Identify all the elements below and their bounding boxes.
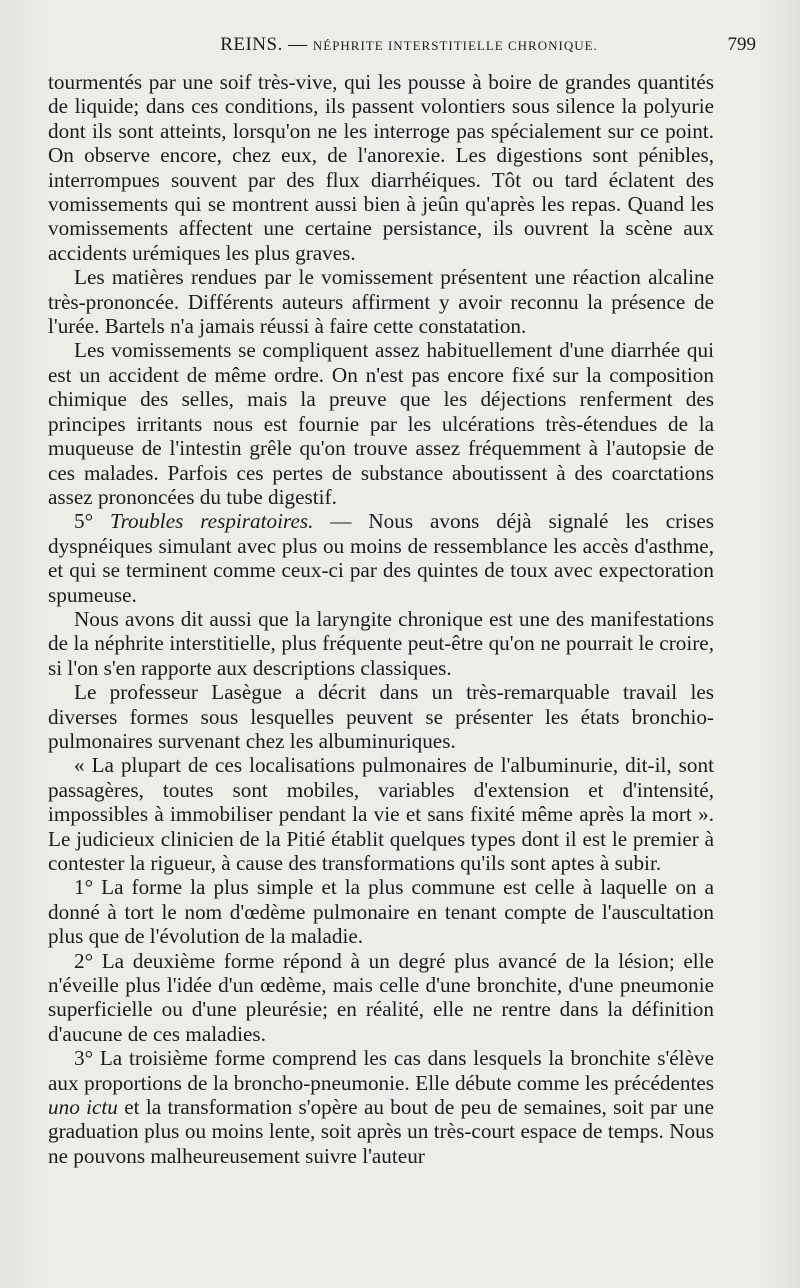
paragraph-2: Les matières rendues par le vomissement présentent une réaction alcaline très-prononcée. Différents auteurs affirment y avoir reconnu la présence de l'urée. Bartels n'a jamais réussi à faire cette constatation.: [48, 265, 714, 339]
paragraph-9: 2° La deuxième forme répond à un degré plus avancé de la lésion; elle n'éveille plus l'idée d'un œdème, mais celle d'une bronchite, d'une pneumonie superficielle ou d'une pleurésie; en réalité, elle ne rentre dans la définition d'aucune de ces maladies.: [48, 948, 714, 1046]
paragraph-8: 1° La forme la plus simple et la plus commune est celle à laquelle on a donné à tort le nom d'œdème pulmonaire en tenant compte de l'auscultation plus que de l'évolution de la maladie.: [48, 875, 714, 949]
page-number: 799: [727, 34, 756, 55]
paragraph-10-start: 3° La troisième forme comprend les cas dans lesquels la bronchite s'élève aux proportions de la broncho-pneumonie. Elle débute comme les précédentes: [48, 1046, 714, 1095]
title-main: REINS.: [220, 34, 283, 55]
title-sub: NÉPHRITE INTERSTITIELLE CHRONIQUE.: [312, 38, 598, 53]
paragraph-10: [48, 1046, 714, 1168]
title-dash: —: [282, 34, 313, 55]
section-heading: Troubles respiratoires.: [109, 509, 314, 534]
running-header: [48, 34, 770, 62]
body-text: [48, 70, 714, 1168]
section-number: 5°: [74, 509, 110, 534]
paragraph-3: Les vomissements se compliquent assez habituellement d'une diarrhée qui est un accident de même ordre. On n'est pas encore fixé sur la composition chimique des selles, mais la preuve que les déjections renferment des principes irritants nous est fournie par les ulcérations très-étendues de la muqueuse de l'intestin grêle qu'on trouve assez fréquemment à l'autopsie de ces malades. Parfois ces pertes de substance aboutissent à des coarctations assez prononcées du tube digestif.: [48, 338, 714, 509]
paragraph-4: [48, 509, 714, 607]
paragraph-5: Nous avons dit aussi que la laryngite chronique est une des manifestations de la néphrite interstitielle, plus fréquente peut-être qu'on ne pourrait le croire, si l'on s'en rapporte aux descriptions classiques.: [48, 606, 714, 680]
latin-phrase: uno ictu: [48, 1095, 118, 1120]
paragraph-4-text: — Nous avons déjà signalé les crises dyspnéiques simulant avec plus ou moins de ressemblance les accès d'asthme, et qui se terminent comme ceux-ci par des quintes de toux avec expectoration spumeuse.: [48, 509, 714, 607]
running-title: [48, 34, 770, 56]
paragraph-1: tourmentés par une soif très-vive, qui les pousse à boire de grandes quantités de liquide; dans ces conditions, ils passent volontiers sous silence la polyurie dont ils sont atteints, lorsqu'on ne les interroge pas spécialement sur ce point. On observe encore, chez eux, de l'anorexie. Les digestions sont pénibles, interrompues souvent par des flux diarrhéiques. Tôt ou tard éclatent des vomissements qui se montrent aussi bien à jeûn qu'après les repas. Quand les vomissements affectent une certaine persistance, ils ouvrent la scène aux accidents urémiques les plus graves.: [48, 70, 714, 265]
paragraph-10-text: et la transformation s'opère au bout de peu de semaines, soit par une graduation plus ou moins lente, soit après un très-court espace de temps. Nous ne pouvons malheureusement suivre l'auteur: [48, 1095, 714, 1168]
paragraph-6: Le professeur Lasègue a décrit dans un très-remarquable travail les diverses formes sous lesquelles peuvent se présenter les états bronchio-pulmonaires survenant chez les albuminuriques.: [48, 680, 714, 753]
paragraph-7: « La plupart de ces localisations pulmonaires de l'albuminurie, dit-il, sont passagères, toutes sont mobiles, variables d'extension et d'intensité, impossibles à immobiliser pendant la vie et sans fixité même après la mort ». Le judicieux clinicien de la Pitié établit quelques types dont il est le premier à contester la rigueur, à cause des transformations qu'ils sont aptes à subir.: [48, 753, 714, 875]
